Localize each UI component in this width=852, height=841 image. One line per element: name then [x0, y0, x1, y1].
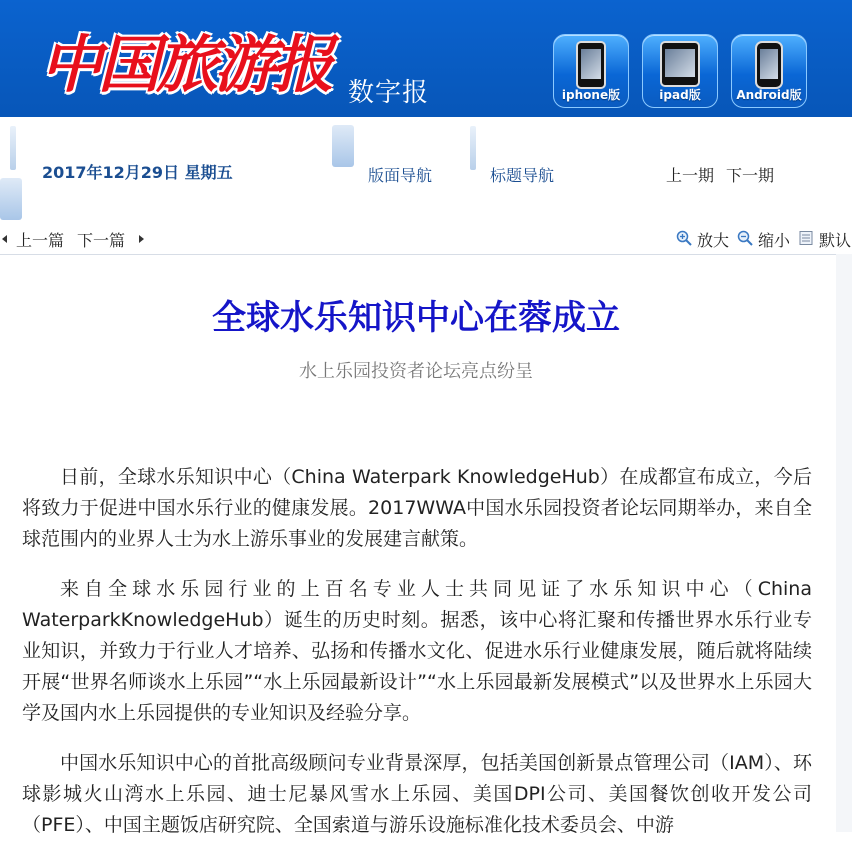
- android-version-label: Android版: [736, 88, 802, 102]
- page-nav-icon[interactable]: [332, 125, 354, 167]
- vertical-scrollbar[interactable]: [836, 254, 852, 832]
- iphone-version-button[interactable]: [553, 34, 629, 108]
- home-icon[interactable]: [0, 178, 22, 220]
- ipad-version-button[interactable]: [642, 34, 718, 108]
- iphone-version-label: iphone版: [561, 88, 621, 102]
- default-size-button[interactable]: 默认: [819, 231, 852, 250]
- issue-date: 2017年12月29日 星期五: [42, 163, 233, 182]
- masthead-header: [0, 0, 852, 117]
- android-phone-icon: [755, 41, 783, 89]
- next-article-link[interactable]: 下一篇: [77, 231, 126, 250]
- nav-divider-icon: [10, 126, 16, 170]
- arrow-right-icon: [139, 235, 144, 243]
- previous-article-link[interactable]: 上一篇: [16, 231, 65, 250]
- article-paragraph: 日前，全球水乐知识中心（China Waterpark KnowledgeHub）在成都宣布成立，今后将致力于促进中国水乐行业的健康发展。2017WWA中国水乐园投资者论坛同期举办，来自全球范围内的业界人士为水上游乐事业的发展建言献策。: [22, 466, 812, 550]
- zoom-in-icon[interactable]: [676, 230, 692, 246]
- title-nav-icon: [470, 126, 476, 170]
- android-version-button[interactable]: [731, 34, 807, 108]
- newspaper-logo[interactable]: 中国旅游报: [40, 28, 331, 101]
- zoom-out-icon[interactable]: [737, 230, 753, 246]
- zoom-out-button[interactable]: 缩小: [758, 231, 791, 250]
- ipad-version-label: ipad版: [659, 88, 701, 102]
- article-toolbar: [0, 222, 852, 255]
- title-navigation-link[interactable]: 标题导航: [490, 166, 555, 185]
- article-paragraph: 中国水乐知识中心的首批高级顾问专业背景深厚，包括美国创新景点管理公司（IAM）、环球影城火山湾水上乐园、迪士尼暴风雪水上乐园、美国DPI公司、美国餐饮创收开发公司（PFE）、中国主题饭店研究院、全国索道与游乐设施标准化技术委员会、中游: [22, 752, 812, 836]
- ipad-icon: [660, 41, 700, 87]
- digital-edition-label: 数字报: [348, 78, 430, 108]
- article-paragraph: 来自全球水乐园行业的上百名专业人士共同见证了水乐知识中心（China WaterparkKnowledgeHub）诞生的历史时刻。据悉，该中心将汇聚和传播世界水乐行业专业知识，并致力于行业人才培养、弘扬和传播水文化、促进水乐行业健康发展，随后就将陆续开展“世界名师谈水上乐园”“水上乐园最新设计”“水上乐园最新发展模式”以及世界水上乐园大学及国内水上乐园提供的专业知识及经验分享。: [22, 578, 812, 724]
- next-issue-link[interactable]: 下一期: [726, 166, 775, 185]
- previous-issue-link[interactable]: 上一期: [666, 166, 715, 185]
- arrow-left-icon: [2, 235, 7, 243]
- iphone-icon: [576, 41, 606, 89]
- zoom-in-button[interactable]: 放大: [697, 231, 730, 250]
- article-title: 全球水乐知识中心在蓉成立: [212, 298, 620, 338]
- page-navigation-link[interactable]: 版面导航: [368, 166, 433, 185]
- article-subtitle: 水上乐园投资者论坛亮点纷呈: [299, 361, 533, 382]
- default-size-icon[interactable]: [798, 230, 814, 246]
